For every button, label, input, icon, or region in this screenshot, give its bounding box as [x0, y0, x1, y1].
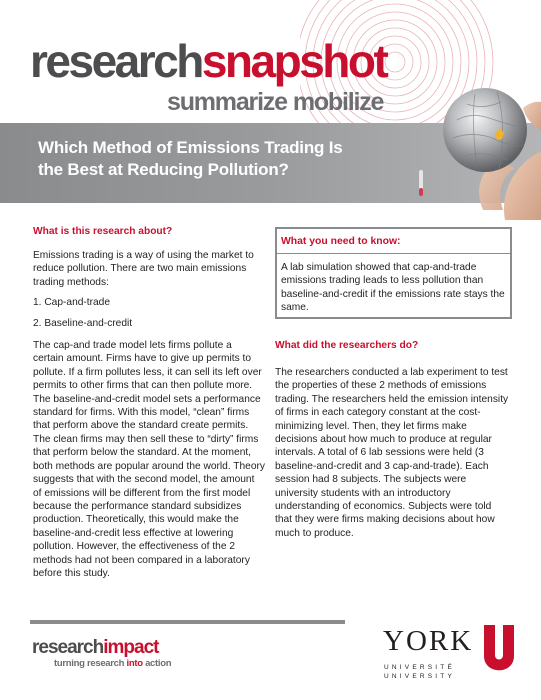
- york-red-u-icon: [484, 625, 514, 672]
- left-column: [33, 225, 265, 580]
- ri-impact-word: impact: [103, 637, 159, 658]
- brand-mobilize-word: mobilize: [292, 88, 384, 116]
- about-body-paragraph: The cap-and trade model lets firms pollute a certain amount. Firms have to give up permits to pollute. If a firm pollutes less, it can sell its left over permits to other firms that can then pollute more. The baseline-and-credit model sets a performance standard for firms. With this model, “clean” firms that perform above the standard create permits. The clean firms may then sell these to “dirty” firms that perform below the standard. At the moment, both methods are popular around the world. Theory suggests that with the second model, the amount of emissions will be different from the first model because the performance standard subsidizes production. Theoretically, this would make the baseline-and-credit less effective at lowering pollution. However, the effectiveness of the 2 methods had not been compared in a laboratory before this study.: [33, 340, 266, 579]
- hand-holding-globe-photo: [405, 60, 541, 220]
- list-item-baseline-and-credit: 2. Baseline-and-credit: [33, 317, 133, 329]
- masthead: [0, 0, 541, 210]
- page-title: [38, 137, 368, 181]
- brand-snapshot-word: snapshot: [201, 35, 387, 87]
- page-title-line2: the Best at Reducing Pollution?: [38, 160, 289, 179]
- section-heading-researchers: What did the researchers do?: [275, 340, 419, 351]
- list-item-cap-and-trade: 1. Cap-and-trade: [33, 297, 111, 309]
- intro-paragraph: Emissions trading is a way of using the market to reduce pollution. There are two main emissions trading methods:: [33, 250, 254, 288]
- york-university-logo: [383, 625, 513, 685]
- ri-tagline-a: turning research: [54, 658, 127, 669]
- brand-summarize-word: summarize: [167, 88, 287, 116]
- york-university: UNIVERSITY: [384, 673, 456, 680]
- section-heading-about: What is this research about?: [33, 226, 173, 237]
- right-column: [275, 339, 511, 540]
- brand-title: [30, 35, 387, 87]
- need-to-know-divider: [277, 253, 510, 254]
- brand-research-word: research: [30, 35, 202, 87]
- footer-divider: [30, 620, 345, 624]
- need-to-know-heading: What you need to know:: [281, 236, 401, 247]
- researchers-body-paragraph: The researchers conducted a lab experiment to test the properties of these 2 methods of emissions trading. The researchers held the emission intensity of firms in each category constant at the cost-minimizing level. Then, they let firms make decisions about how much to produce at regular intervals. A total of 6 lab sessions were held (3 baseline-and-credit and 3 cap-and-trade). Each session had 8 subjects. The subjects were university students with an introductory understanding of economics. Subjects were told that they were firms making decisions about how much to produce.: [275, 367, 509, 539]
- ri-tagline-b: action: [142, 658, 172, 669]
- york-wordmark: YORK: [383, 625, 474, 657]
- research-impact-logo: [32, 637, 172, 669]
- need-to-know-box: [275, 227, 512, 319]
- brand-subtitle: [167, 90, 383, 115]
- need-to-know-text: A lab simulation showed that cap-and-trade emissions trading leads to less pollution than baseline-and-credit if the emissions rate stays the same.: [281, 262, 505, 314]
- ri-tagline: [54, 658, 171, 669]
- york-university-text: [384, 663, 455, 681]
- ri-tagline-into: into: [126, 658, 143, 669]
- york-universite: UNIVERSITÉ: [384, 664, 456, 671]
- page-title-line1: Which Method of Emissions Trading Is: [38, 138, 343, 157]
- ri-research-word: research: [32, 637, 104, 658]
